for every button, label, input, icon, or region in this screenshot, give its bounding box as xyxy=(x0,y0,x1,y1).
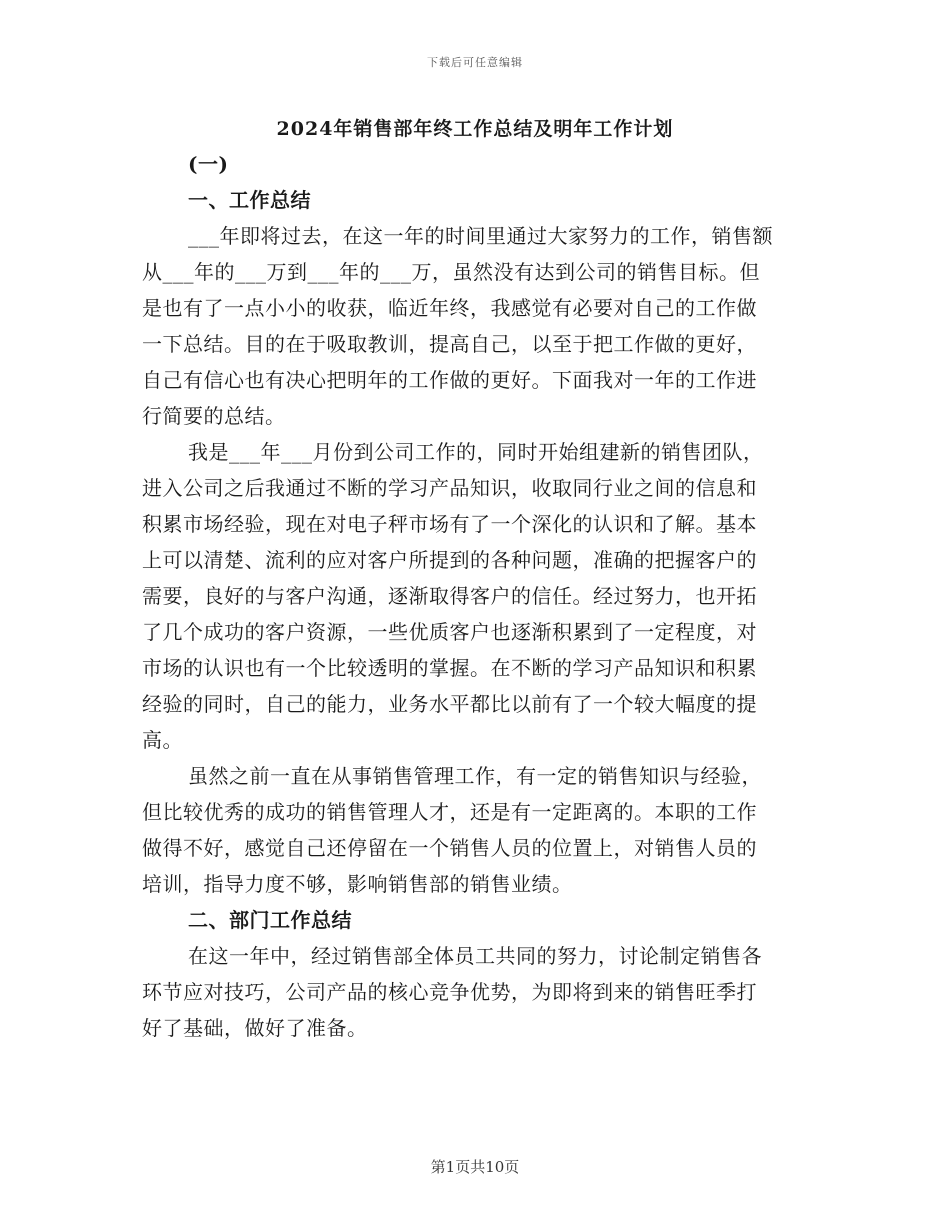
section-heading-department-summary: 二、部门工作总结 xyxy=(188,908,352,932)
paragraph-line: 市场的认识也有一个比较透明的掌握。在不断的学习产品知识和积累 xyxy=(142,656,757,680)
paragraph-line: 在这一年中，经过销售部全体员工共同的努力，讨论制定销售各 xyxy=(188,944,762,968)
paragraph-line: 一下总结。目的在于吸取教训，提高自己，以至于把工作做的更好， xyxy=(142,332,757,356)
paragraph-line: ___年即将过去，在这一年的时间里通过大家努力的工作，销售额 xyxy=(188,224,773,248)
paragraph-line: 做得不好，感觉自己还停留在一个销售人员的位置上，对销售人员的 xyxy=(142,836,757,860)
page-number: 第1页共10页 xyxy=(430,1158,520,1176)
paragraph-line: 行简要的总结。 xyxy=(142,404,286,428)
paragraph-line: 进入公司之后我通过不断的学习产品知识，收取同行业之间的信息和 xyxy=(142,476,757,500)
paragraph-line: 上可以清楚、流利的应对客户所提到的各种问题，准确的把握客户的 xyxy=(142,548,757,572)
paragraph-line: 我是___年___月份到公司工作的，同时开始组建新的销售团队， xyxy=(188,440,764,464)
paragraph-line: 自己有信心也有决心把明年的工作做的更好。下面我对一年的工作进 xyxy=(142,368,757,392)
section-heading-work-summary: 一、工作总结 xyxy=(188,188,311,212)
paragraph-line: 但比较优秀的成功的销售管理人才，还是有一定距离的。本职的工作 xyxy=(142,800,757,824)
paragraph-line: 高。 xyxy=(142,728,183,752)
paragraph-line: 经验的同时，自己的能力，业务水平都比以前有了一个较大幅度的提 xyxy=(142,692,757,716)
paragraph-4 xyxy=(142,938,802,1046)
document-title: 2024年销售部年终工作总结及明年工作计划 xyxy=(276,118,674,140)
paragraph-3 xyxy=(142,758,802,902)
paragraph-2 xyxy=(142,434,802,758)
document-body xyxy=(142,146,802,1046)
paragraph-line: 是也有了一点小小的收获，临近年终，我感觉有必要对自己的工作做 xyxy=(142,296,757,320)
part-label: (一) xyxy=(188,152,229,176)
page-header-note: 下载后可任意编辑 xyxy=(427,56,523,69)
paragraph-line: 积累市场经验，现在对电子秤市场有了一个深化的认识和了解。基本 xyxy=(142,512,757,536)
paragraph-line: 好了基础，做好了准备。 xyxy=(142,1016,368,1040)
paragraph-line: 环节应对技巧，公司产品的核心竞争优势，为即将到来的销售旺季打 xyxy=(142,980,757,1004)
paragraph-line: 从___年的___万到___年的___万，虽然没有达到公司的销售目标。但 xyxy=(142,260,760,284)
paragraph-line: 需要，良好的与客户沟通，逐渐取得客户的信任。经过努力，也开拓 xyxy=(142,584,757,608)
paragraph-line: 培训，指导力度不够，影响销售部的销售业绩。 xyxy=(142,872,573,896)
paragraph-line: 虽然之前一直在从事销售管理工作，有一定的销售知识与经验， xyxy=(188,764,762,788)
paragraph-1 xyxy=(142,218,802,434)
paragraph-line: 了几个成功的客户资源，一些优质客户也逐渐积累到了一定程度，对 xyxy=(142,620,757,644)
